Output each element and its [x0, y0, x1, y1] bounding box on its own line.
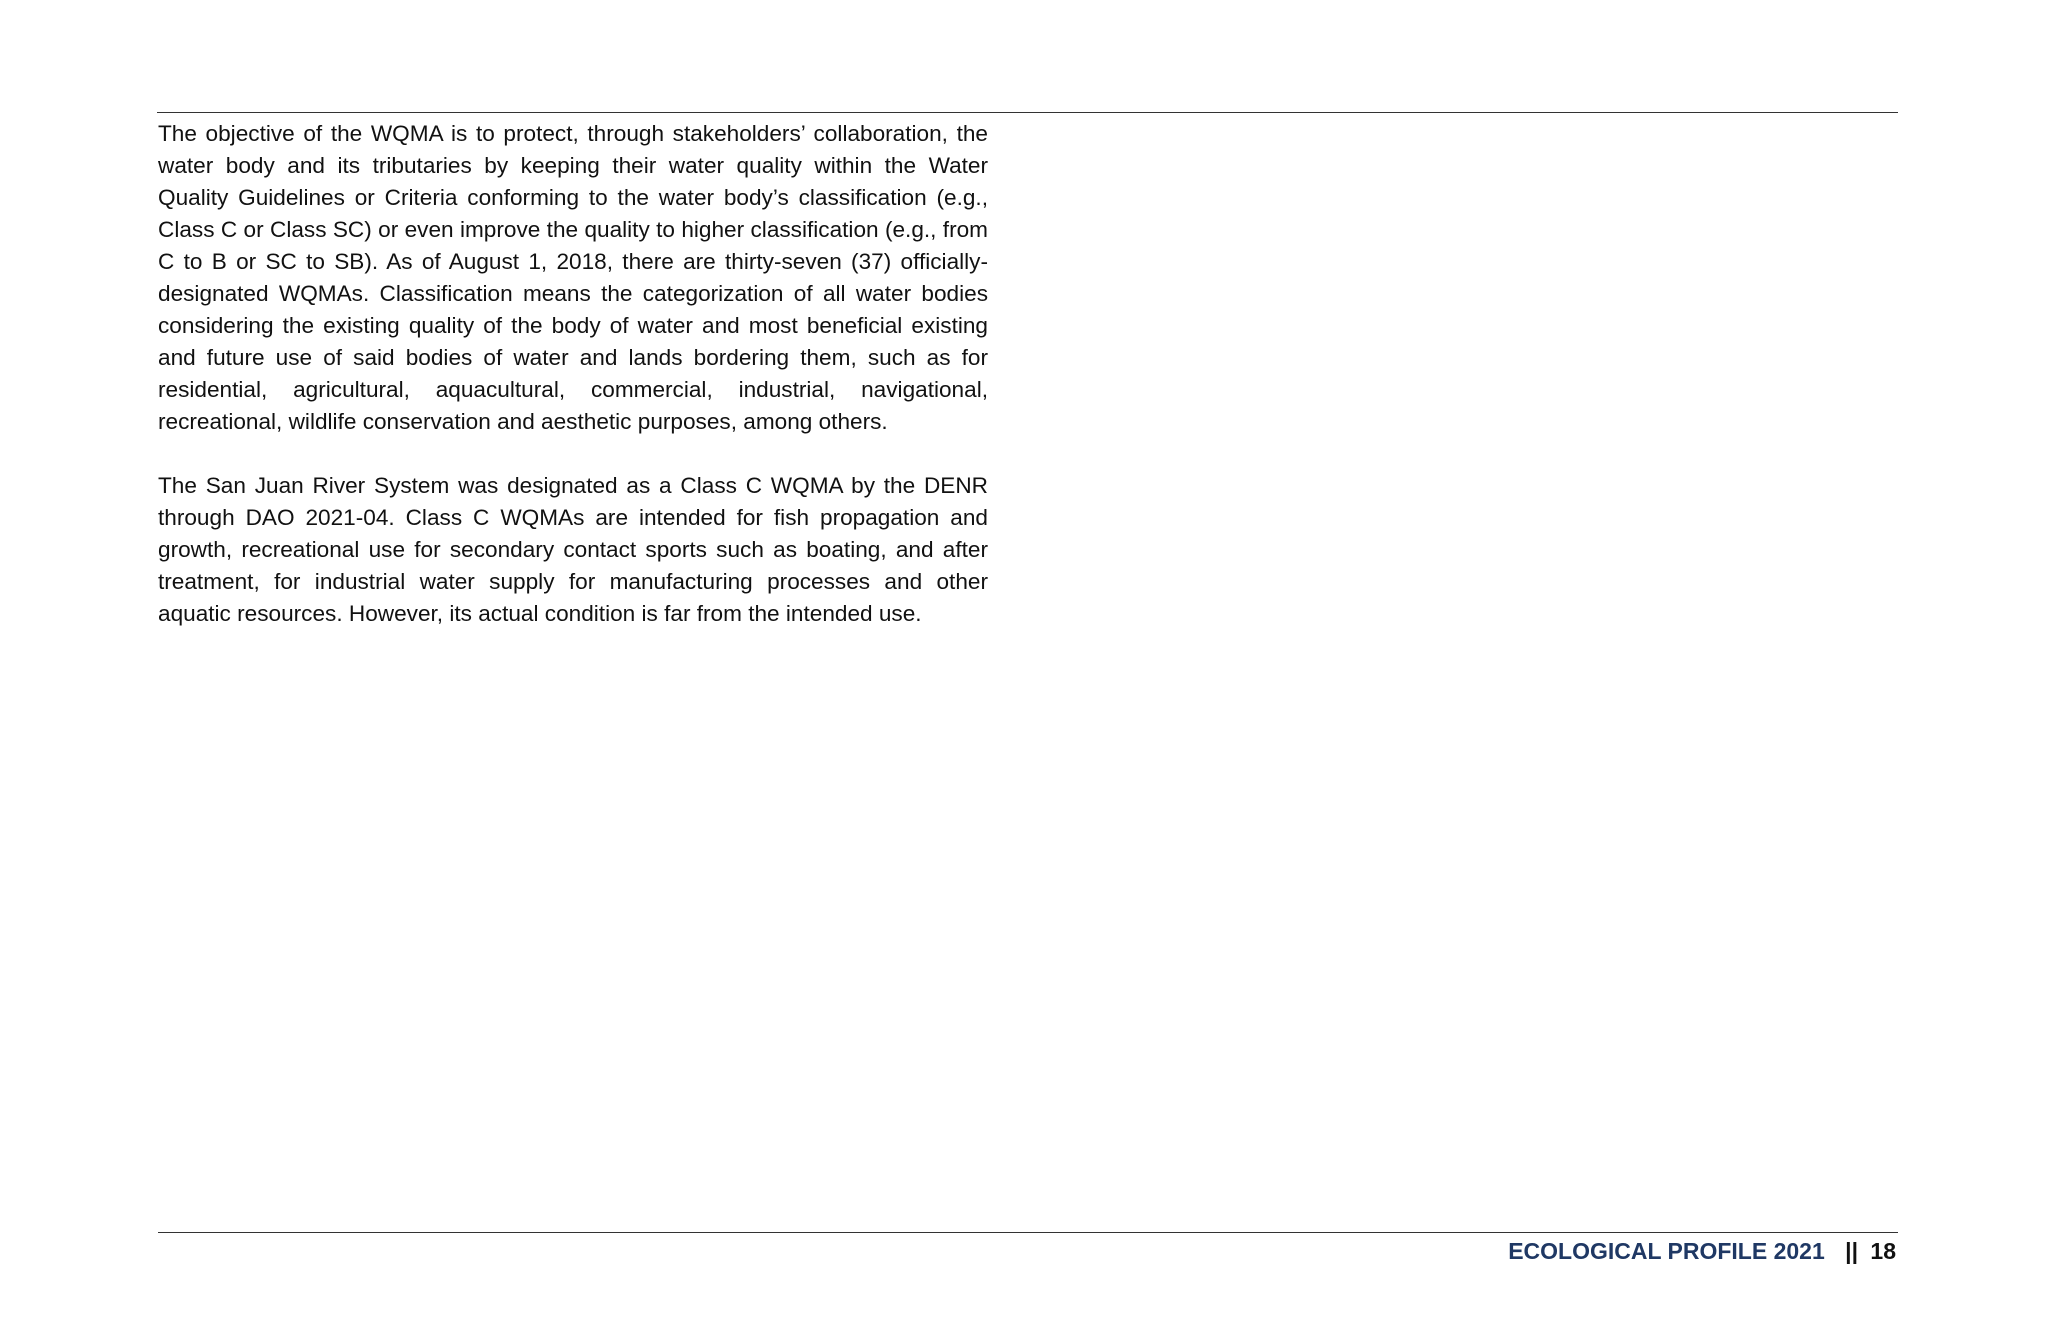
- paragraph-san-juan-river: The San Juan River System was designated as a Class C WQMA by the DENR through DAO 2021-04. Class C WQMAs are intended for fish propagation and growth, recreational use for secondary contact sports such as boating, and after treatment, for industrial water supply for manufacturing processes and other aquatic resources. However, its actual condition is far from the intended use.: [158, 473, 988, 626]
- page-number: 18: [1870, 1238, 1896, 1264]
- footer-rule: [158, 1232, 1898, 1233]
- header-rule: [157, 112, 1898, 113]
- page-footer: [1508, 1236, 1896, 1266]
- footer-title: ECOLOGICAL PROFILE 2021: [1508, 1238, 1825, 1264]
- body-text: [158, 118, 988, 662]
- footer-separator: ||: [1845, 1238, 1859, 1264]
- paragraph-wqma-objective: The objective of the WQMA is to protect, through stakeholders’ collaboration, the water body and its tributaries by keeping their water quality within the Water Quality Guidelines or Criteria conforming to the water body’s classification (e.g., Class C or Class SC) or even improve the quality to higher classification (e.g., from C to B or SC to SB). As of August 1, 2018, there are thirty-seven (37) officially- designated WQMAs. Classification means the categorization of all water bodies considering the existing quality of the body of water and most beneficial existing and future use of said bodies of water and lands bordering them, such as for residential, agricultural, aquacultural, commercial, industrial, navigational, recreational, wildlife conservation and aesthetic purposes, among others.: [158, 121, 988, 434]
